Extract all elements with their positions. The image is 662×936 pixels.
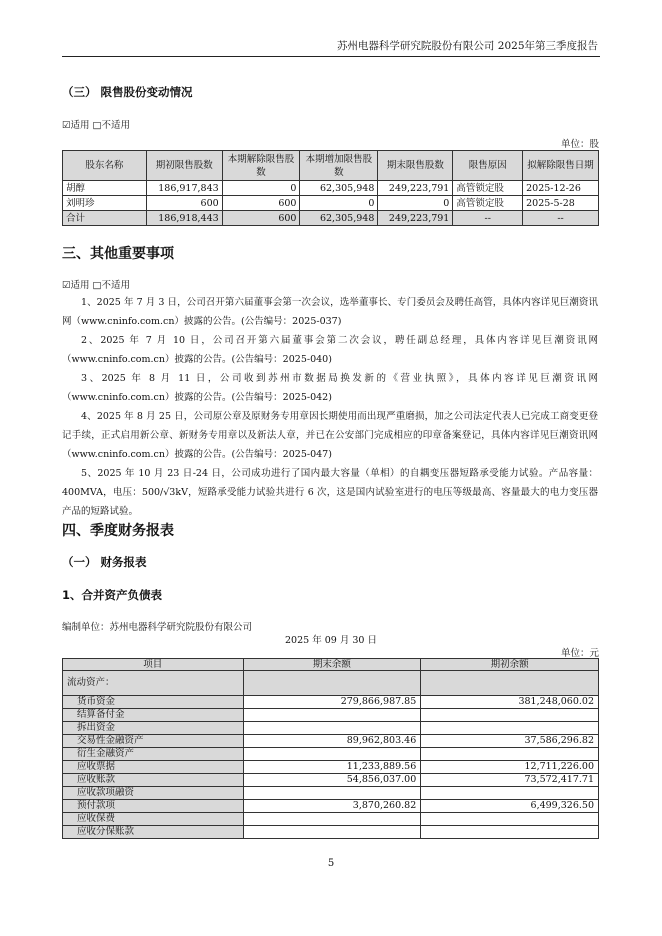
- statement-unit: 单位：元: [560, 648, 599, 659]
- table-row: [63, 696, 599, 709]
- shareholder-name: 刘明珍: [63, 196, 147, 211]
- col-header: 拟解除限售日期: [523, 151, 599, 181]
- table-row: [63, 735, 599, 748]
- col-header: 期初限售股数: [146, 151, 222, 181]
- table-row: [63, 722, 599, 735]
- cell: --: [453, 211, 523, 226]
- table-row: [63, 181, 599, 196]
- cell: 2025-12-26: [523, 181, 599, 196]
- cell: 0: [378, 196, 453, 211]
- table-row: [63, 709, 599, 722]
- cell: [243, 787, 421, 800]
- col-header: 期末限售股数: [378, 151, 453, 181]
- cell: [243, 748, 421, 761]
- col-header: 股东名称: [63, 151, 147, 181]
- page-number: 5: [327, 858, 335, 869]
- cell: [243, 826, 421, 839]
- cell: [421, 722, 599, 735]
- table-row: [63, 813, 599, 826]
- item-label: 预付款项: [63, 800, 244, 813]
- item-label: 货币资金: [63, 696, 244, 709]
- cell: 600: [222, 211, 300, 226]
- restricted-applicability: ☑适用 □不适用: [62, 120, 131, 131]
- other-matters-applicability: ☑适用 □不适用: [62, 280, 131, 291]
- matter-paragraph: 1、2025 年 7 月 3 日，公司召开第六届董事会第一次会议，选举董事长、专门委员会及聘任高管，具体内容详见巨潮资讯网（www.cninfo.com.cn）披露的公告。(公告编号：2025-037): [62, 297, 598, 327]
- col-header: 期末余额: [243, 659, 421, 671]
- table-row: [63, 787, 599, 800]
- cell: [243, 722, 421, 735]
- matter-paragraph: 2、2025 年 7 月 10 日，公司召开第六届董事会第二次会议，聘任副总经理，具体内容详见巨潮资讯网（www.cninfo.com.cn）披露的公告。(公告编号：2025-040): [62, 335, 598, 365]
- restricted-shares-table: [62, 150, 599, 226]
- col-header: 本期增加限售股数: [300, 151, 378, 181]
- shareholder-name: 胡醇: [63, 181, 147, 196]
- col-header: 项目: [63, 659, 244, 671]
- cell: 62,305,948: [300, 211, 378, 226]
- table-total-row: [63, 211, 599, 226]
- other-matters-heading: 三、其他重要事项: [62, 246, 174, 262]
- cell: 37,586,296.82: [421, 735, 599, 748]
- restricted-shares-heading: （三） 限售股份变动情况: [62, 85, 193, 99]
- table-row: [63, 774, 599, 787]
- matter-paragraph: 5、2025 年 10 月 23 日-24 日，公司成功进行了国内最大容量（单相）的自耦变压器短路承受能力试验。产品容量：400MVA，电压：500/√3kV，短路承受能力试验共进行 6 次，这是国内试验室进行的电压等级最高、容量最大的电力变压器产品的短路试验。: [62, 468, 598, 517]
- balance-sheet-table: [62, 658, 599, 839]
- total-label: 合计: [63, 211, 147, 226]
- item-label: 应收款项融资: [63, 787, 244, 800]
- cell: [421, 709, 599, 722]
- col-header: 限售原因: [453, 151, 523, 181]
- cell: [243, 709, 421, 722]
- cell: 0: [300, 196, 378, 211]
- table-row: [63, 800, 599, 813]
- cell: 3,870,260.82: [243, 800, 421, 813]
- cell: --: [523, 211, 599, 226]
- cell: 11,233,889.56: [243, 761, 421, 774]
- header-divider: [62, 56, 600, 57]
- cell: 高管锁定股: [453, 196, 523, 211]
- item-label: 拆出资金: [63, 722, 244, 735]
- item-label: 应收票据: [63, 761, 244, 774]
- table-row: [63, 826, 599, 839]
- category-row: [63, 671, 599, 696]
- cell: 73,572,417.71: [421, 774, 599, 787]
- cell: 2025-5-28: [523, 196, 599, 211]
- cell: 186,918,443: [146, 211, 222, 226]
- matter-paragraph: 3、2025 年 8 月 11 日，公司收到苏州市数据局换发新的《营业执照》，具体内容详见巨潮资讯网（www.cninfo.com.cn）披露的公告。(公告编号：2025-042): [62, 373, 598, 403]
- balance-sheet-heading: 1、合并资产负债表: [62, 588, 163, 602]
- cell: 89,962,803.46: [243, 735, 421, 748]
- cell: [421, 787, 599, 800]
- cell: 279,866,987.85: [243, 696, 421, 709]
- cell: 249,223,791: [378, 211, 453, 226]
- cell: 高管锁定股: [453, 181, 523, 196]
- cell: 186,917,843: [146, 181, 222, 196]
- financial-statements-subheading: （一） 财务报表: [62, 555, 147, 569]
- table-row: [63, 761, 599, 774]
- cell: 600: [146, 196, 222, 211]
- statement-date: 2025 年 09 月 30 日: [285, 635, 377, 646]
- item-label: 衍生金融资产: [63, 748, 244, 761]
- other-matters-body: [62, 293, 598, 521]
- cell: [421, 813, 599, 826]
- table-row: [63, 196, 599, 211]
- cell: [243, 813, 421, 826]
- cell: 12,711,226.00: [421, 761, 599, 774]
- item-label: 应收保费: [63, 813, 244, 826]
- item-label: 交易性金融资产: [63, 735, 244, 748]
- cell: 62,305,948: [300, 181, 378, 196]
- col-header: 期初余额: [421, 659, 599, 671]
- category-label: 流动资产：: [63, 671, 244, 696]
- cell: 54,856,037.00: [243, 774, 421, 787]
- item-label: 应收账款: [63, 774, 244, 787]
- cell: 0: [222, 181, 300, 196]
- prepared-by: 编制单位：苏州电器科学研究院股份有限公司: [62, 622, 253, 633]
- cell: [243, 671, 421, 696]
- col-header: 本期解除限售股数: [222, 151, 300, 181]
- table-row: [63, 748, 599, 761]
- report-header: 苏州电器科学研究院股份有限公司 2025年第三季度报告: [336, 40, 598, 52]
- matter-paragraph: 4、2025 年 8 月 25 日，公司原公章及原财务专用章因长期使用而出现严重磨损，加之公司法定代表人已完成工商变更登记手续，正式启用新公章、新财务专用章以及新法人章，并已在公安部门完成相应的印章备案登记，具体内容详见巨潮资讯网（www.cninfo.com.cn）披露的公告。(公告编号：2025-047): [62, 411, 598, 460]
- cell: 600: [222, 196, 300, 211]
- cell: [421, 748, 599, 761]
- restricted-unit: 单位：股: [560, 139, 599, 150]
- financial-statements-heading: 四、季度财务报表: [62, 523, 174, 539]
- cell: [421, 671, 599, 696]
- cell: 6,499,326.50: [421, 800, 599, 813]
- item-label: 结算备付金: [63, 709, 244, 722]
- cell: 249,223,791: [378, 181, 453, 196]
- cell: 381,248,060.02: [421, 696, 599, 709]
- item-label: 应收分保账款: [63, 826, 244, 839]
- cell: [421, 826, 599, 839]
